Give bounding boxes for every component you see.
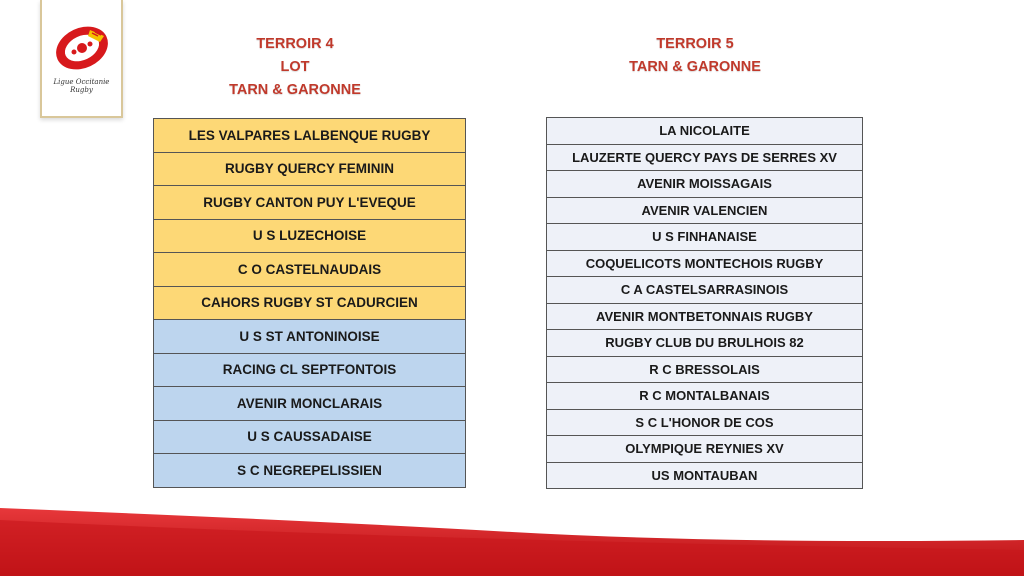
club-cell: AVENIR MONTBETONNAIS RUGBY (547, 303, 863, 330)
club-cell: S C NEGREPELISSIEN (154, 454, 466, 488)
terroir5-title: TERROIR 5 (656, 36, 734, 52)
terroir5-region: TARN & GARONNE (629, 59, 761, 75)
club-cell: OLYMPIQUE REYNIES XV (547, 436, 863, 463)
club-cell: U S CAUSSADAISE (154, 420, 466, 454)
club-cell: RUGBY QUERCY FEMININ (154, 152, 466, 186)
terroir4-heading (200, 33, 390, 102)
club-cell: U S FINHANAISE (547, 224, 863, 251)
club-cell: AVENIR MONCLARAIS (154, 387, 466, 421)
club-cell: C A CASTELSARRASINOIS (547, 277, 863, 304)
club-cell: LAUZERTE QUERCY PAYS DE SERRES XV (547, 144, 863, 171)
club-cell: AVENIR MOISSAGAIS (547, 171, 863, 198)
club-cell: R C BRESSOLAIS (547, 356, 863, 383)
terroir4-title: TERROIR 4 (256, 36, 334, 52)
club-cell: C O CASTELNAUDAIS (154, 253, 466, 287)
club-cell: U S ST ANTONINOISE (154, 320, 466, 354)
club-cell: US MONTAUBAN (547, 462, 863, 489)
terroir5-heading (595, 33, 795, 79)
club-cell: RUGBY CANTON PUY L'EVEQUE (154, 186, 466, 220)
logo-caption: Ligue Occitanie Rugby (53, 78, 110, 94)
club-cell: CAHORS RUGBY ST CADURCIEN (154, 286, 466, 320)
club-cell: R C MONTALBANAIS (547, 383, 863, 410)
rugby-ball-icon (52, 22, 112, 74)
club-cell: COQUELICOTS MONTECHOIS RUGBY (547, 250, 863, 277)
terroir5-table (546, 117, 863, 489)
club-cell: AVENIR VALENCIEN (547, 197, 863, 224)
terroir4-region-1: LOT (280, 59, 310, 75)
club-cell: RACING CL SEPTFONTOIS (154, 353, 466, 387)
terroir4-table (153, 118, 466, 488)
club-cell: LES VALPARES LALBENQUE RUGBY (154, 119, 466, 153)
club-cell: S C L'HONOR DE COS (547, 409, 863, 436)
club-cell: RUGBY CLUB DU BRULHOIS 82 (547, 330, 863, 357)
league-logo (40, 0, 123, 118)
club-cell: LA NICOLAITE (547, 118, 863, 145)
terroir4-region-2: TARN & GARONNE (229, 82, 361, 98)
club-cell: U S LUZECHOISE (154, 219, 466, 253)
